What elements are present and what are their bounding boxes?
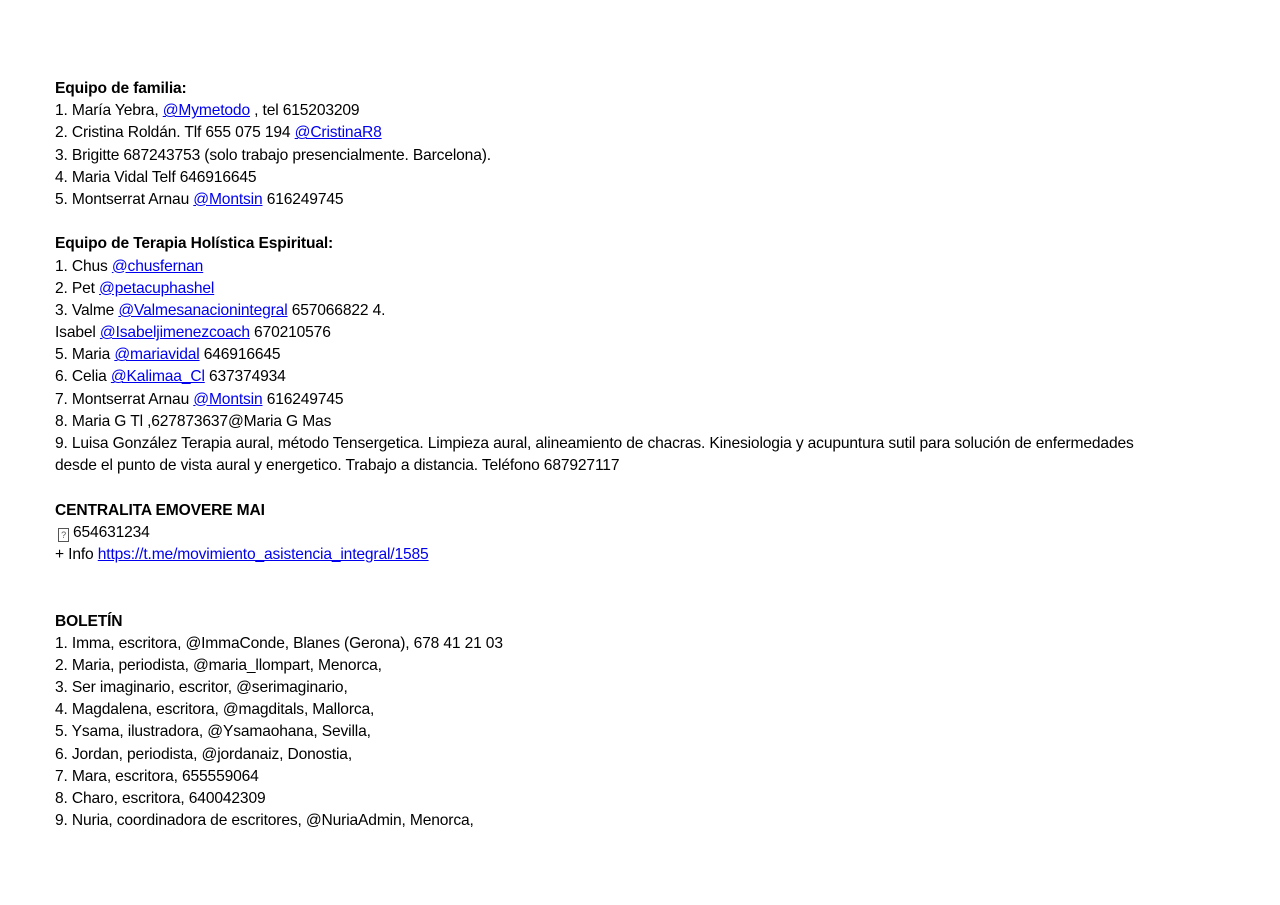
list-item — [55, 189, 1175, 211]
list-item-luisa: 9. Luisa González Terapia aural, método Tensergetica. Limpieza aural, alineamiento de chacras. Kinesiologia y acupuntura sutil para solución de enfermedades desde el punto de vista aural y energetico. Trabajo a distancia. Teléfono 687927117 — [55, 435, 1134, 475]
link-montsin[interactable]: @Montsin — [193, 190, 263, 208]
item-text: 3. Valme — [55, 301, 119, 319]
item-text: 2. Cristina Roldán. Tlf 655 075 194 — [55, 124, 295, 142]
list-item: 2. Maria, periodista, @maria_llompart, Menorca, — [55, 656, 382, 674]
link-cristinar8[interactable]: @CristinaR8 — [294, 124, 382, 142]
centralita-phone-line — [55, 522, 1175, 544]
item-text: 5. Maria — [55, 346, 115, 364]
list-item: 3. Ser imaginario, escritor, @serimaginario, — [55, 679, 348, 697]
link-montsin-2[interactable]: @Montsin — [193, 390, 263, 408]
centralita-info-line — [55, 544, 1175, 566]
section-heading-boletin: BOLETÍN — [55, 612, 123, 630]
list-item: 1. Imma, escritora, @ImmaConde, Blanes (Gerona), 678 41 21 03 — [55, 634, 503, 652]
list-item: 8. Charo, escritora, 640042309 — [55, 790, 266, 808]
item-text: 6. Celia — [55, 368, 111, 386]
blank-line — [55, 477, 1175, 499]
list-item — [55, 100, 1175, 122]
link-kalimaa-cl[interactable]: @Kalimaa_Cl — [110, 368, 205, 386]
list-item — [55, 322, 1175, 344]
blank-line — [55, 211, 1175, 233]
item-text: Isabel — [55, 324, 100, 342]
centralita-phone: 654631234 — [73, 523, 150, 541]
section-heading-familia: Equipo de familia: — [55, 80, 187, 97]
item-text: 7. Montserrat Arnau — [55, 390, 194, 408]
item-text: 5. Montserrat Arnau — [55, 190, 194, 208]
item-text: 637374934 — [204, 368, 286, 386]
section-heading-centralita: CENTRALITA EMOVERE MAI — [55, 501, 265, 519]
list-item: 5. Ysama, ilustradora, @Ysamaohana, Sevilla, — [55, 723, 371, 741]
item-text: 616249745 — [262, 190, 344, 208]
item-text: 657066822 4. — [287, 301, 386, 319]
item-text: 646916645 — [199, 346, 281, 364]
list-item: 9. Nuria, coordinadora de escritores, @NuriaAdmin, Menorca, — [55, 812, 474, 830]
list-item — [55, 256, 1175, 278]
link-valmesanacionintegral[interactable]: @Valmesanacionintegral — [118, 301, 288, 319]
item-text: 1. Chus — [55, 257, 112, 275]
list-item — [55, 389, 1175, 411]
list-item: 3. Brigitte 687243753 (solo trabajo presencialmente. Barcelona). — [55, 146, 491, 164]
list-item — [55, 122, 1175, 144]
telegram-link[interactable]: https://t.me/movimiento_asistencia_integral/1585 — [97, 545, 429, 563]
item-text: , tel 615203209 — [249, 102, 360, 120]
info-prefix: + Info — [55, 545, 98, 563]
phone-icon: ? — [58, 528, 69, 542]
link-isabeljimenezcoach[interactable]: @Isabeljimenezcoach — [99, 324, 250, 342]
link-mymetodo[interactable]: @Mymetodo — [162, 102, 250, 120]
list-item: 4. Magdalena, escritora, @magditals, Mallorca, — [55, 701, 375, 719]
item-text: 2. Pet — [55, 279, 100, 297]
list-item — [55, 278, 1175, 300]
item-text: 1. María Yebra, — [55, 102, 163, 120]
list-item: 7. Mara, escritora, 655559064 — [55, 767, 259, 785]
item-text: 616249745 — [262, 390, 344, 408]
link-chusfernan[interactable]: @chusfernan — [111, 257, 204, 275]
list-item: 6. Jordan, periodista, @jordanaiz, Donostia, — [55, 745, 353, 763]
blank-lines — [55, 566, 1175, 610]
link-petacuphashel[interactable]: @petacuphashel — [99, 279, 215, 297]
item-text: 670210576 — [249, 324, 331, 342]
list-item — [55, 366, 1175, 388]
list-item: 4. Maria Vidal Telf 646916645 — [55, 168, 257, 186]
section-heading-terapia: Equipo de Terapia Holística Espiritual: — [55, 235, 334, 253]
list-item: 8. Maria G Tl ,627873637@Maria G Mas — [55, 412, 332, 430]
list-item — [55, 344, 1175, 366]
list-item — [55, 300, 1175, 322]
document-page — [55, 78, 1175, 832]
link-mariavidal[interactable]: @mariavidal — [114, 346, 200, 364]
